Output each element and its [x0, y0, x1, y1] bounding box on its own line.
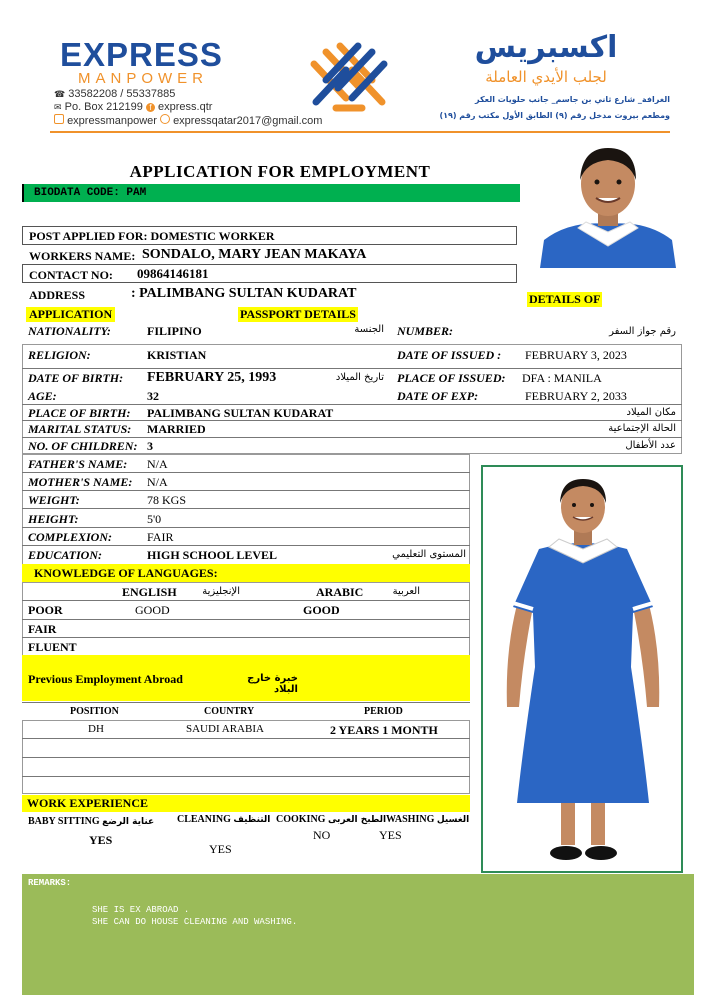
passport-details-label: PASSPORT DETAILS: [240, 307, 356, 321]
row-divider: [22, 776, 470, 777]
level-poor-label: POOR: [28, 603, 63, 617]
mother-label: MOTHER'S NAME:: [28, 475, 133, 489]
cleaning-label: CLEANING: [177, 814, 231, 825]
col-country: COUNTRY: [204, 706, 255, 717]
work-experience-header: WORK EXPERIENCE: [22, 795, 470, 812]
row-divider: [22, 702, 470, 703]
work-baby-sitting: [28, 816, 154, 827]
dob-label: DATE OF BIRTH:: [28, 371, 124, 385]
agency-arabic-address-2: ومطعم بيروت مدخل رقم (٩) الطابق الأول مكتب رقم (١٩): [439, 111, 670, 120]
pob-value: PALIMBANG SULTAN KUDARAT: [147, 406, 334, 420]
height-value: 5'0: [147, 512, 162, 526]
previous-employment-header: [22, 655, 470, 701]
religion-value: KRISTIAN: [147, 348, 207, 362]
full-body-illustration: [483, 467, 681, 871]
agency-instagram: expressmanpower: [67, 115, 157, 127]
children-value: 3: [147, 439, 153, 453]
work-cleaning: [177, 814, 270, 825]
remarks-panel: [22, 874, 694, 995]
application-label: APPLICATION: [26, 307, 115, 322]
agency-logo-icon: [306, 42, 392, 122]
mother-value: N/A: [147, 475, 168, 489]
remarks-line-1: SHE IS EX ABROAD .: [92, 905, 190, 915]
baby-sitting-arabic: عناية الرضع: [102, 817, 155, 827]
children-arabic: عدد الأطفال: [625, 440, 676, 451]
nationality-label: NATIONALITY:: [28, 324, 111, 338]
baby-sitting-label: BABY SITTING: [28, 816, 100, 827]
marital-arabic: الحالة الإجتماعية: [608, 423, 676, 434]
pob-label: PLACE OF BIRTH:: [28, 406, 131, 420]
row-divider: [22, 545, 470, 546]
pob-arabic: مكان الميلاد: [626, 407, 676, 418]
marital-label: MARITAL STATUS:: [28, 422, 132, 436]
father-label: FATHER'S NAME:: [28, 457, 128, 471]
agency-header: [0, 0, 720, 135]
english-arabic: الإنجليزية: [202, 586, 240, 597]
row-divider: [22, 404, 682, 405]
washing-value: YES: [379, 828, 402, 842]
complexion-value: FAIR: [147, 530, 174, 544]
row-divider: [22, 757, 470, 758]
previous-employment-label: Previous Employment Abroad: [28, 672, 183, 686]
cooking-arabic: الطبخ العربى: [327, 815, 387, 825]
contact-label: CONTACT NO:: [29, 268, 113, 282]
education-value: HIGH SCHOOL LEVEL: [147, 548, 278, 562]
instagram-icon: [54, 114, 64, 124]
marital-value: MARRIED: [147, 422, 206, 436]
age-label: AGE:: [28, 389, 57, 403]
nationality-value: FILIPINO: [147, 324, 202, 338]
mail-box-icon: ✉: [54, 102, 62, 112]
cleaning-value: YES: [209, 842, 232, 856]
washing-label: WASHING: [386, 814, 435, 825]
post-applied: POST APPLIED FOR: DOMESTIC WORKER: [29, 229, 275, 243]
agency-arabic-address-1: الغرافة_ شارع ثاني بن جاسم_ جانب حلويات العكر: [475, 95, 670, 104]
employment-position: DH: [88, 723, 104, 735]
row-divider: [22, 637, 470, 638]
nationality-arabic: الجنسة: [354, 324, 384, 335]
agency-arabic-tagline: لجلب الأيدي العاملة: [485, 68, 607, 86]
agency-email: expressqatar2017@gmail.com: [173, 115, 323, 127]
work-washing: [386, 814, 469, 825]
cooking-value: NO: [313, 828, 331, 842]
weight-label: WEIGHT:: [28, 493, 80, 507]
applicant-full-photo: [481, 465, 683, 873]
row-divider: [22, 527, 470, 528]
education-label: EDUCATION:: [28, 548, 103, 562]
date-exp-label: DATE OF EXP:: [397, 389, 479, 403]
work-cooking: [276, 814, 386, 825]
agency-phone: 33582208 / 55337885: [68, 88, 176, 100]
row-divider: [22, 619, 470, 620]
facebook-icon: f: [146, 103, 155, 112]
row-divider: [22, 508, 470, 509]
washing-arabic: الغسيل: [436, 815, 470, 825]
applicant-headshot: [540, 140, 676, 268]
remarks-label: REMARKS:: [28, 878, 72, 888]
email-icon: [160, 114, 170, 124]
education-arabic: المستوى التعليمي: [392, 549, 466, 560]
details-of-label: DETAILS OF: [529, 292, 601, 306]
passport-number-arabic: رقم جواز السفر: [609, 326, 676, 337]
employment-country: SAUDI ARABIA: [186, 723, 264, 735]
row-divider: [22, 472, 470, 473]
workers-name: SONDALO, MARY JEAN MAKAYA: [142, 247, 367, 262]
remarks-line-2: SHE CAN DO HOUSE CLEANING AND WASHING.: [92, 917, 298, 927]
date-issued-value: FEBRUARY 3, 2023: [525, 348, 627, 362]
agency-pobox-row: [54, 101, 212, 113]
dob-arabic: تاريخ الميلاد: [335, 372, 384, 383]
date-issued-label: DATE OF ISSUED :: [397, 348, 502, 362]
biodata-code: BIODATA CODE: PAM: [22, 184, 520, 202]
address-label: ADDRESS: [29, 288, 86, 302]
row-divider: [22, 368, 682, 369]
children-label: NO. OF CHILDREN:: [28, 439, 138, 453]
father-value: N/A: [147, 457, 168, 471]
height-label: HEIGHT:: [28, 512, 79, 526]
col-period: PERIOD: [364, 706, 403, 717]
religion-label: RELIGION:: [28, 348, 91, 362]
place-issued-label: PLACE OF ISSUED:: [397, 371, 506, 385]
place-issued-value: DFA : MANILA: [522, 371, 602, 385]
row-divider: [22, 738, 470, 739]
address-value: : PALIMBANG SULTAN KUDARAT: [131, 286, 357, 301]
agency-pobox: Po. Box 212199: [64, 101, 143, 113]
cleaning-arabic: التنظيف: [233, 815, 271, 825]
level-fluent-label: FLUENT: [28, 640, 77, 654]
age-value: 32: [147, 389, 159, 403]
agency-name-bottom: MANPOWER: [78, 70, 208, 87]
headshot-illustration: [540, 140, 676, 268]
contact-number: 09864146181: [137, 266, 209, 281]
agency-arabic-name: اكسبريس: [474, 30, 618, 65]
cooking-label: COOKING: [276, 814, 326, 825]
phone-icon: ☎: [54, 89, 66, 99]
col-position: POSITION: [70, 706, 119, 717]
arabic-label: ARABIC: [316, 585, 364, 599]
previous-employment-arabic: خبرة خارج البلاد: [247, 673, 298, 695]
header-divider: [50, 131, 670, 133]
arabic-arabic: العربية: [392, 586, 420, 597]
baby-sitting-value: YES: [89, 833, 113, 847]
english-label: ENGLISH: [122, 585, 177, 599]
languages-header: KNOWLEDGE OF LANGUAGES:: [22, 564, 470, 582]
complexion-label: COMPLEXION:: [28, 530, 113, 544]
agency-phone-row: [54, 88, 175, 100]
agency-name-top: EXPRESS: [60, 36, 223, 73]
row-divider: [22, 490, 470, 491]
employment-period: 2 YEARS 1 MONTH: [330, 723, 438, 737]
dob-value: FEBRUARY 25, 1993: [147, 370, 277, 385]
date-exp-value: FEBRUARY 2, 2033: [525, 389, 627, 403]
workers-name-label: WORKERS NAME:: [29, 249, 136, 263]
english-level: GOOD: [135, 603, 170, 617]
row-divider: [22, 437, 682, 438]
arabic-level: GOOD: [303, 603, 340, 617]
level-fair-label: FAIR: [28, 622, 57, 636]
agency-social-row: [54, 114, 322, 127]
page-title: APPLICATION FOR EMPLOYMENT: [129, 162, 431, 181]
row-divider: [22, 600, 470, 601]
agency-facebook: express.qtr: [158, 101, 213, 113]
weight-value: 78 KGS: [147, 493, 187, 507]
passport-number-label: NUMBER:: [397, 324, 454, 338]
